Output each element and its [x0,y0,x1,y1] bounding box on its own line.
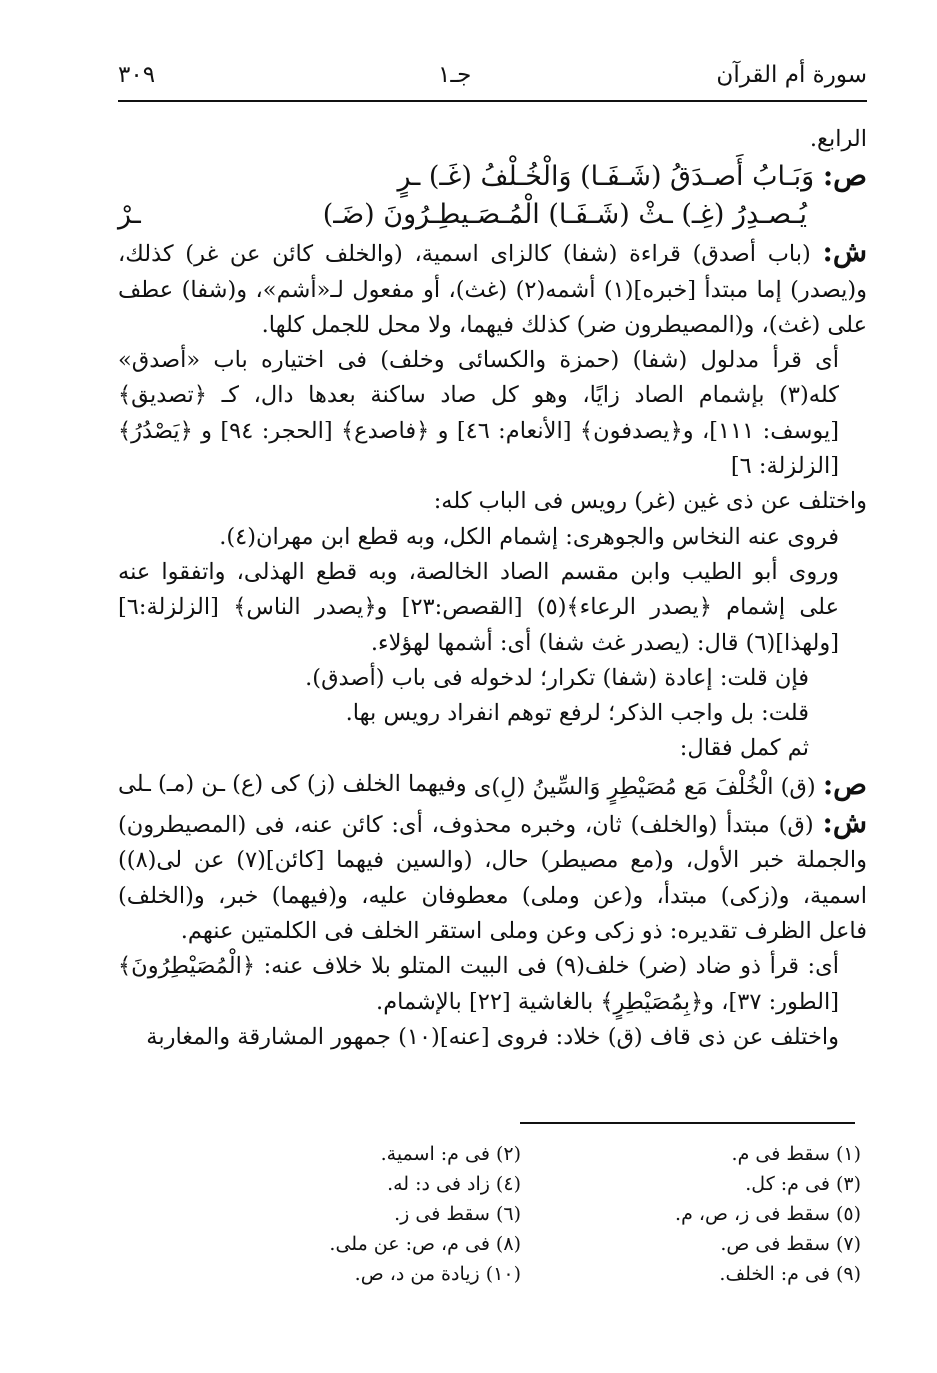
paragraph: فروى عنه النخاس والجوهرى: إشمام الكل، وبه قطع ابن مهران(٤). [219,523,839,550]
paragraph: أى: قرأ ذو ضاد (ضر) خلف(٩) فى البيت المتلو بلا خلاف عنه: ﴿الْمُصَيْطِرُونَ﴾ [الطور: ٣٧]، و﴿بِمُصَيْطِرٍ﴾ بالغاشية [٢٢] بالإشمام. [118,953,839,1015]
verse-text: يُـصـدِرُ (غِـ) ـثْ (شَـفَـا) الْمُـصَـيطِـرُونَ (ضَـ) [322,199,807,231]
commentary-label: ش: [822,806,867,840]
footnote: (٢) فى م: اسمية. [380,1143,521,1165]
commentary-text: (ق) مبتدأ (والخلف) ثان، وخبره محذوف، أى: كائن عنه، فى (المصيطرون) والجملة خبر الأول، و(مع مصيطر) حال، (والسين فيهما [كائن](٧) عن لى(٨)) اسمية، و(زكى) مبتدأ، و(عن وملى) معطوفان عليه، و(فيهما) خبر، و(الخلف) فاعل الظرف تقديره: ذو زكى وعن وملى استقر الخلف فى الكلمتين عنهم. [118,812,868,944]
verse-text: (ق) الْخُلْفَ مَع مُصَيْطِرٍ وَالسِّينُ (لِ)ى [473,773,816,800]
sura-title: سورة أم القرآن [716,62,867,88]
verse-line-1 [118,157,867,196]
footnote: (٣) فى م: كل. [745,1173,861,1195]
commentary-text: (باب أصدق) قراءة (شفا) كالزاى اسمية، (والخلف كائن عن غر) كذلك، و(يصدر) إما مبتدأ [خبره](١) أشمه(٢) (غث)، أو مفعول لـ«أشم»، و(شفا) عطف على (غث)، و(المصيطرون ضر) كذلك فيهما، ولا محل للجمل كلها. [118,241,868,338]
paragraph: قلت: بل واجب الذكر؛ لرفع توهم انفراد رويس بها. [345,700,809,727]
running-header [118,52,867,102]
footnote-rule [520,1122,855,1124]
footnote: (٩) فى م: الخلف. [719,1263,861,1285]
verse-line-2 [118,196,867,234]
paragraph-opening: الرابع. [809,126,867,152]
verse-label: ص: [822,767,867,801]
main-text [118,122,867,1055]
paragraph: واختلف عن ذى غين (غر) رويس فى الباب كله: [433,488,867,515]
commentary-paragraph [118,805,867,949]
footnote: (١٠) زيادة من د، ص. [354,1263,521,1285]
verse-text-second-hemistich: وفيهما الخلف (ز) كى (ع) ـن (مـ) ـلى [118,770,467,797]
footnote: (٥) سقط فى ز، ص، م. [675,1203,861,1225]
verse-text-end: ـرْ [118,199,141,231]
paragraph: فإن قلت: إعادة (شفا) تكرار؛ لدخوله فى باب (أصدق). [305,664,809,691]
verse-line-3 [118,767,867,805]
footnotes [261,1140,861,1289]
footnote: (٧) سقط فى ص. [720,1233,861,1255]
page-number: ٣٠٩ [118,62,156,88]
commentary-paragraph [118,234,867,343]
footnote: (٤) زاد فى د: له. [387,1173,521,1195]
footnote: (٨) فى م، ص: عن ملى. [329,1233,521,1255]
footnote: (٦) سقط فى ز. [394,1203,521,1225]
footnote: (١) سقط فى م. [731,1143,861,1165]
verse-label: ص: [822,159,867,193]
paragraph: وروى أبو الطيب وابن مقسم الصاد الخالصة، وبه قطع الهذلى، واتفقوا عنه على إشمام ﴿يصدر الرعاء﴾(٥) [القصص:٢٣] و﴿يصدر الناس﴾ [الزلزلة:٦] [ولهذا](٦) قال: (يصدر غث شفا) أى: أشمها لهؤلاء. [118,558,840,656]
paragraph: أى قرأ مدلول (شفا) (حمزة والكسائى وخلف) فى اختياره باب «أصدق» كله(٣) بإشمام الصاد زايًا، وهو كل صاد ساكنة بعدها دال، كـ ﴿تصديق﴾ [يوسف: ١١١]، و﴿يصدفون﴾ [الأنعام: ٤٦] و ﴿فاصدع﴾ [الحجر: ٩٤] و ﴿يَصْدُرُ﴾ [الزلزلة: ٦] [118,347,840,480]
paragraph: ثم كمل فقال: [679,735,809,762]
commentary-label: ش: [822,235,867,269]
paragraph: واختلف عن ذى قاف (ق) خلاد: فروى [عنه](١٠) جمهور المشارقة والمغاربة [146,1023,839,1050]
volume-label: جـ١ [438,62,472,88]
verse-text: وَبَـابُ أَصـدَقُ (شَـفَـا) وَالْخُـلْفُ (غَـ) ـرٍ [397,161,815,193]
